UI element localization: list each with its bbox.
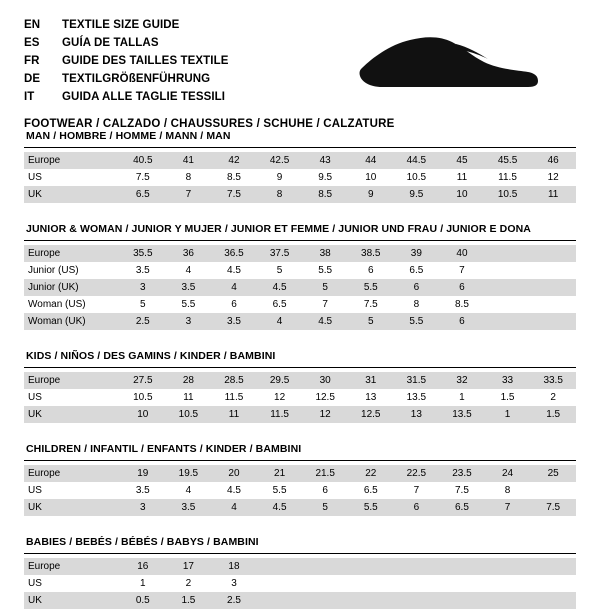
language-code: IT xyxy=(24,91,35,103)
table-row xyxy=(24,169,576,186)
size-cell: 45 xyxy=(439,152,485,169)
size-cell: 7.5 xyxy=(439,482,485,499)
language-row xyxy=(24,36,229,54)
size-cell: 21 xyxy=(257,465,303,482)
size-cell: 8 xyxy=(485,482,531,499)
language-row xyxy=(24,18,229,36)
size-cell: 11 xyxy=(439,169,485,186)
size-cell: 1.5 xyxy=(530,406,576,423)
size-cell: 6 xyxy=(211,296,257,313)
size-cell: 0.5 xyxy=(120,592,166,609)
size-section xyxy=(24,219,576,330)
size-cell: 3 xyxy=(211,575,257,592)
size-cell: 11.5 xyxy=(257,406,303,423)
size-cell: 3 xyxy=(120,499,166,516)
row-label: UK xyxy=(24,406,120,423)
size-cell: 11.5 xyxy=(211,389,257,406)
size-cell: 4.5 xyxy=(257,499,303,516)
size-cell xyxy=(348,575,394,592)
size-cell: 13.5 xyxy=(439,406,485,423)
size-cell: 8 xyxy=(166,169,212,186)
size-cell: 22 xyxy=(348,465,394,482)
size-cell: 4.5 xyxy=(257,279,303,296)
size-cell: 25 xyxy=(530,465,576,482)
size-cell: 8 xyxy=(257,186,303,203)
row-label: Europe xyxy=(24,245,120,262)
row-label: US xyxy=(24,169,120,186)
size-cell: 3.5 xyxy=(211,313,257,330)
size-cell: 12.5 xyxy=(302,389,348,406)
size-cell: 12 xyxy=(530,169,576,186)
size-cell: 38.5 xyxy=(348,245,394,262)
size-cell: 7 xyxy=(439,262,485,279)
row-label: Europe xyxy=(24,152,120,169)
size-cell: 4.5 xyxy=(211,262,257,279)
size-cell: 12.5 xyxy=(348,406,394,423)
size-cell: 42.5 xyxy=(257,152,303,169)
row-label: US xyxy=(24,482,120,499)
language-title: GUIDA ALLE TAGLIE TESSILI xyxy=(62,91,226,103)
size-cell: 5.5 xyxy=(394,313,440,330)
size-cell xyxy=(530,558,576,575)
row-label: UK xyxy=(24,186,120,203)
table-row xyxy=(24,592,576,609)
section-title: CHILDREN / INFANTIL / ENFANTS / KINDER / BAMBINI xyxy=(24,439,576,461)
size-cell: 4.5 xyxy=(302,313,348,330)
table-row xyxy=(24,499,576,516)
size-cell xyxy=(394,592,440,609)
size-cell: 45.5 xyxy=(485,152,531,169)
size-cell: 23.5 xyxy=(439,465,485,482)
size-cell: 29.5 xyxy=(257,372,303,389)
size-cell: 4 xyxy=(211,279,257,296)
size-cell xyxy=(257,558,303,575)
size-cell: 7 xyxy=(485,499,531,516)
size-cell xyxy=(348,592,394,609)
size-cell: 11.5 xyxy=(485,169,531,186)
size-cell xyxy=(302,592,348,609)
size-cell: 21.5 xyxy=(302,465,348,482)
size-cell: 13 xyxy=(348,389,394,406)
size-cell xyxy=(485,558,531,575)
size-cell: 12 xyxy=(302,406,348,423)
size-cell: 44 xyxy=(348,152,394,169)
size-table xyxy=(24,558,576,609)
size-cell: 1 xyxy=(485,406,531,423)
size-cell xyxy=(439,592,485,609)
size-cell: 5 xyxy=(257,262,303,279)
size-cell: 37.5 xyxy=(257,245,303,262)
dress-shoe-icon xyxy=(352,22,542,102)
language-code: FR xyxy=(24,55,40,67)
size-cell: 6 xyxy=(439,279,485,296)
size-cell xyxy=(530,296,576,313)
size-table xyxy=(24,465,576,516)
size-cell: 5 xyxy=(302,279,348,296)
size-cell xyxy=(485,575,531,592)
size-cell: 9.5 xyxy=(302,169,348,186)
size-cell: 11 xyxy=(211,406,257,423)
size-cell: 33 xyxy=(485,372,531,389)
size-cell: 6 xyxy=(394,279,440,296)
size-cell: 8 xyxy=(394,296,440,313)
row-label: US xyxy=(24,575,120,592)
table-row xyxy=(24,558,576,575)
size-cell xyxy=(485,245,531,262)
size-cell xyxy=(439,558,485,575)
table-row xyxy=(24,279,576,296)
section-title: MAN / HOMBRE / HOMME / MANN / MAN xyxy=(24,126,576,148)
language-title: TEXTILE SIZE GUIDE xyxy=(62,19,180,31)
size-cell: 10 xyxy=(348,169,394,186)
size-cell: 3.5 xyxy=(166,499,212,516)
size-cell: 18 xyxy=(211,558,257,575)
size-cell: 1.5 xyxy=(485,389,531,406)
section-title: JUNIOR & WOMAN / JUNIOR Y MUJER / JUNIOR ET FEMME / JUNIOR UND FRAU / JUNIOR E DONA xyxy=(24,219,576,241)
language-row xyxy=(24,54,229,72)
size-cell: 10.5 xyxy=(166,406,212,423)
language-row xyxy=(24,90,229,108)
row-label: Europe xyxy=(24,372,120,389)
language-code: DE xyxy=(24,73,41,85)
size-cell xyxy=(530,592,576,609)
row-label: Junior (UK) xyxy=(24,279,120,296)
size-section xyxy=(24,439,576,516)
size-cell: 10.5 xyxy=(394,169,440,186)
size-cell: 5.5 xyxy=(166,296,212,313)
size-cell xyxy=(439,575,485,592)
row-label: UK xyxy=(24,592,120,609)
size-section xyxy=(24,126,576,203)
size-cell: 6 xyxy=(348,262,394,279)
table-row xyxy=(24,186,576,203)
size-cell: 12 xyxy=(257,389,303,406)
size-cell xyxy=(394,575,440,592)
size-section xyxy=(24,532,576,609)
size-cell: 10 xyxy=(120,406,166,423)
size-cell xyxy=(530,279,576,296)
size-cell: 5.5 xyxy=(257,482,303,499)
size-cell: 11 xyxy=(166,389,212,406)
size-cell: 31 xyxy=(348,372,394,389)
size-cell: 3.5 xyxy=(166,279,212,296)
language-title-list xyxy=(24,18,229,108)
size-cell: 44.5 xyxy=(394,152,440,169)
size-cell: 10.5 xyxy=(485,186,531,203)
size-cell: 4 xyxy=(166,262,212,279)
size-cell: 27.5 xyxy=(120,372,166,389)
row-label: Europe xyxy=(24,558,120,575)
size-cell xyxy=(530,245,576,262)
size-cell: 2.5 xyxy=(211,592,257,609)
size-cell: 36.5 xyxy=(211,245,257,262)
size-cell: 9 xyxy=(257,169,303,186)
size-cell: 6 xyxy=(439,313,485,330)
category-line: FOOTWEAR / CALZADO / CHAUSSURES / SCHUHE / CALZATURE xyxy=(24,118,395,130)
size-cell: 42 xyxy=(211,152,257,169)
size-cell xyxy=(394,558,440,575)
size-cell: 5.5 xyxy=(348,279,394,296)
table-row xyxy=(24,152,576,169)
size-cell: 10 xyxy=(439,186,485,203)
size-cell: 4 xyxy=(211,499,257,516)
size-cell xyxy=(530,575,576,592)
size-cell: 1.5 xyxy=(166,592,212,609)
size-cell: 8.5 xyxy=(302,186,348,203)
size-cell: 30 xyxy=(302,372,348,389)
size-cell: 5 xyxy=(120,296,166,313)
size-cell: 8.5 xyxy=(439,296,485,313)
size-cell: 7.5 xyxy=(211,186,257,203)
size-cell: 46 xyxy=(530,152,576,169)
language-title: TEXTILGRÖßENFÜHRUNG xyxy=(62,73,211,85)
size-cell: 6.5 xyxy=(348,482,394,499)
size-cell: 1 xyxy=(120,575,166,592)
size-cell: 6 xyxy=(394,499,440,516)
size-cell: 13.5 xyxy=(394,389,440,406)
size-cell: 16 xyxy=(120,558,166,575)
table-row xyxy=(24,296,576,313)
size-cell: 6.5 xyxy=(439,499,485,516)
size-cell xyxy=(530,313,576,330)
table-row xyxy=(24,482,576,499)
size-cell: 11 xyxy=(530,186,576,203)
row-label: Europe xyxy=(24,465,120,482)
size-cell xyxy=(485,279,531,296)
document-header xyxy=(24,0,576,130)
size-cell: 41 xyxy=(166,152,212,169)
size-cell: 9 xyxy=(348,186,394,203)
table-row xyxy=(24,465,576,482)
language-row xyxy=(24,72,229,90)
size-cell: 3.5 xyxy=(120,262,166,279)
size-cell: 2.5 xyxy=(120,313,166,330)
language-code: ES xyxy=(24,37,40,49)
section-title: BABIES / BEBÉS / BÉBÉS / BABYS / BAMBINI xyxy=(24,532,576,554)
size-cell: 31.5 xyxy=(394,372,440,389)
size-cell xyxy=(485,296,531,313)
table-row xyxy=(24,313,576,330)
language-title: GUIDE DES TAILLES TEXTILE xyxy=(62,55,229,67)
size-section xyxy=(24,346,576,423)
size-cell: 7 xyxy=(302,296,348,313)
size-cell: 33.5 xyxy=(530,372,576,389)
size-cell xyxy=(485,592,531,609)
size-cell: 7.5 xyxy=(120,169,166,186)
size-cell: 28 xyxy=(166,372,212,389)
size-cell: 6.5 xyxy=(257,296,303,313)
size-table xyxy=(24,152,576,203)
size-cell: 8.5 xyxy=(211,169,257,186)
size-cell: 36 xyxy=(166,245,212,262)
size-cell: 13 xyxy=(394,406,440,423)
size-cell: 20 xyxy=(211,465,257,482)
size-cell: 17 xyxy=(166,558,212,575)
table-row xyxy=(24,372,576,389)
language-code: EN xyxy=(24,19,41,31)
size-cell xyxy=(302,558,348,575)
size-cell: 3 xyxy=(120,279,166,296)
size-cell: 4.5 xyxy=(211,482,257,499)
size-cell: 7 xyxy=(166,186,212,203)
size-table xyxy=(24,372,576,423)
size-cell: 4 xyxy=(166,482,212,499)
size-cell: 19 xyxy=(120,465,166,482)
size-cell xyxy=(302,575,348,592)
size-cell xyxy=(485,262,531,279)
size-cell: 3.5 xyxy=(120,482,166,499)
size-cell: 28.5 xyxy=(211,372,257,389)
size-cell xyxy=(257,575,303,592)
row-label: Junior (US) xyxy=(24,262,120,279)
size-cell: 35.5 xyxy=(120,245,166,262)
size-cell: 6 xyxy=(302,482,348,499)
size-cell: 5.5 xyxy=(348,499,394,516)
size-cell: 6.5 xyxy=(394,262,440,279)
size-cell: 9.5 xyxy=(394,186,440,203)
table-row xyxy=(24,406,576,423)
size-cell: 7.5 xyxy=(348,296,394,313)
row-label: UK xyxy=(24,499,120,516)
size-table xyxy=(24,245,576,330)
table-row xyxy=(24,575,576,592)
section-title: KIDS / NIÑOS / DES GAMINS / KINDER / BAMBINI xyxy=(24,346,576,368)
language-title: GUÍA DE TALLAS xyxy=(62,37,159,49)
size-cell: 6.5 xyxy=(120,186,166,203)
size-cell: 10.5 xyxy=(120,389,166,406)
size-sections xyxy=(24,126,576,609)
size-cell: 1 xyxy=(439,389,485,406)
size-cell: 40.5 xyxy=(120,152,166,169)
size-cell: 7.5 xyxy=(530,499,576,516)
size-cell xyxy=(257,592,303,609)
table-row xyxy=(24,262,576,279)
size-cell: 7 xyxy=(394,482,440,499)
size-cell: 4 xyxy=(257,313,303,330)
size-cell: 3 xyxy=(166,313,212,330)
size-cell: 38 xyxy=(302,245,348,262)
size-cell xyxy=(485,313,531,330)
size-cell: 5 xyxy=(348,313,394,330)
size-cell: 43 xyxy=(302,152,348,169)
size-cell: 5 xyxy=(302,499,348,516)
size-cell: 5.5 xyxy=(302,262,348,279)
size-cell: 2 xyxy=(166,575,212,592)
size-cell xyxy=(530,262,576,279)
size-cell: 22.5 xyxy=(394,465,440,482)
size-cell: 24 xyxy=(485,465,531,482)
row-label: Woman (UK) xyxy=(24,313,120,330)
size-cell: 32 xyxy=(439,372,485,389)
size-cell: 19.5 xyxy=(166,465,212,482)
size-cell: 39 xyxy=(394,245,440,262)
size-cell xyxy=(530,482,576,499)
size-cell: 40 xyxy=(439,245,485,262)
size-cell: 2 xyxy=(530,389,576,406)
table-row xyxy=(24,245,576,262)
table-row xyxy=(24,389,576,406)
row-label: US xyxy=(24,389,120,406)
row-label: Woman (US) xyxy=(24,296,120,313)
size-cell xyxy=(348,558,394,575)
